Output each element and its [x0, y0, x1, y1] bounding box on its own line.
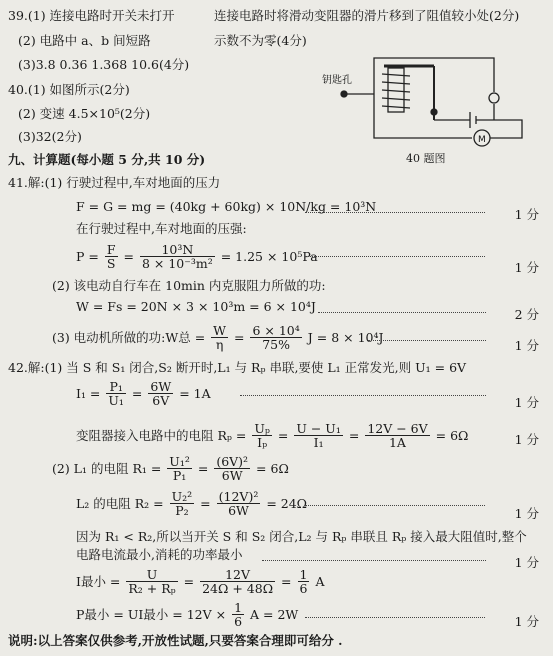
- dots: [368, 340, 486, 341]
- dots: [305, 212, 485, 213]
- motor-label: M: [478, 135, 486, 145]
- q40-line2: (2) 变速 4.5×10⁵(2分): [18, 106, 151, 121]
- q42-r1-eq: (2) L₁ 的电阻 R₁ = $\frac{\text{U₁²}}{\text{P₁}}$ = $\frac{\text{(6V)²}}{6W}$ = 6Ω: [52, 454, 289, 483]
- score: 1 分: [514, 207, 539, 222]
- q41-pressure-eq: P = $\frac{F}{S}$ = $\frac{\text{10³N}}{\text{8 × 10⁻³m²}}$ = 1.25 × 10⁵Pa: [76, 242, 318, 271]
- q41-motor-eq: (3) 电动机所做的功:W总 = $\frac{W}{\eta}$ = $\frac{\text{6 × 10⁴}}{75\%}$ J = 8 × 10⁴J: [52, 323, 384, 352]
- q39-line1a: 39.(1) 连接电路时开关未打开: [8, 8, 175, 23]
- q41-force-line: F = G = mg = (40kg + 60kg) × 10N/kg = 10³N: [76, 199, 377, 214]
- score: 1 分: [514, 506, 539, 521]
- q42-intro: 42.解:(1) 当 S 和 S₁ 闭合,S₂ 断开时,L₁ 与 Rₚ 串联,要使 L₁ 正常发光,则 U₁ = 6V: [8, 360, 467, 375]
- dots: [262, 560, 486, 561]
- score: 1 分: [514, 614, 539, 629]
- q41-intro: 41.解:(1) 行驶过程中,车对地面的压力: [8, 175, 221, 190]
- key-label: 钥匙孔: [322, 75, 352, 86]
- q42-pmin-eq: P最小 = UI最小 = 12V × $\frac{1}{6}$ A = 2W: [76, 600, 299, 629]
- q41-pressure-intro: 在行驶过程中,车对地面的压强:: [76, 221, 247, 236]
- q42-because2: 电路电流最小,消耗的功率最小: [76, 547, 243, 562]
- score: 2 分: [514, 307, 539, 322]
- q39-line2b: 示数不为零(4分): [214, 33, 307, 48]
- score: 1 分: [514, 555, 539, 570]
- dots: [305, 617, 485, 618]
- q39-line2a: (2) 电路中 a、b 间短路: [18, 33, 151, 48]
- figure-caption: 40 题图: [406, 152, 446, 165]
- circuit-diagram-figure: [322, 50, 527, 148]
- q42-because1: 因为 R₁ < R₂,所以当开关 S 和 S₂ 闭合,L₂ 与 Rₚ 串联且 Rₚ 接入最大阻值时,整个: [76, 529, 527, 544]
- q40-line3: (3)32(2分): [18, 129, 82, 144]
- q39-line1b: 连接电路时将滑动变阻器的滑片移到了阻值较小处(2分): [214, 8, 520, 23]
- score: 1 分: [514, 260, 539, 275]
- dots: [240, 395, 486, 396]
- dots: [318, 312, 486, 313]
- q42-rp-eq: 变阻器接入电路中的电阻 Rₚ = $\frac{\text{Uₚ}}{\text{Iₚ}}$ = $\frac{\text{U − U₁}}{\text{I₁}}$ = $\frac{12V - 6V}{1A}$ = 6Ω: [76, 421, 469, 450]
- score: 1 分: [514, 395, 539, 410]
- q42-current-eq: I₁ = $\frac{\text{P₁}}{\text{U₁}}$ = $\frac{6W}{6V}$ = 1A: [76, 379, 211, 408]
- dots: [305, 256, 485, 257]
- q40-line1: 40.(1) 如图所示(2分): [8, 82, 130, 97]
- score: 1 分: [514, 432, 539, 447]
- dots: [305, 505, 485, 506]
- circuit-diagram: [322, 50, 527, 148]
- q42-imin-eq: I最小 = $\frac{U}{\text{R₂ + Rₚ}}$ = $\frac{12V}{24\Omega + 48\Omega}$ = $\frac{1}{6}$ A: [76, 567, 325, 596]
- q41-work-line: W = Fs = 20N × 3 × 10³m = 6 × 10⁴J: [76, 299, 316, 314]
- q42-r2-eq: L₂ 的电阻 R₂ = $\frac{\text{U₂²}}{\text{P₂}}$ = $\frac{\text{(12V)²}}{6W}$ = 24Ω: [76, 489, 308, 518]
- score: 1 分: [514, 338, 539, 353]
- q41-work-intro: (2) 该电动自行车在 10min 内克服阻力所做的功:: [52, 278, 326, 293]
- footnote: 说明:以上答案仅供参考,开放性试题,只要答案合理即可给分 .: [8, 633, 343, 648]
- q39-line3: (3)3.8 0.36 1.368 10.6(4分): [18, 57, 190, 72]
- section-title: 九、计算题(每小题 5 分,共 10 分): [8, 152, 206, 167]
